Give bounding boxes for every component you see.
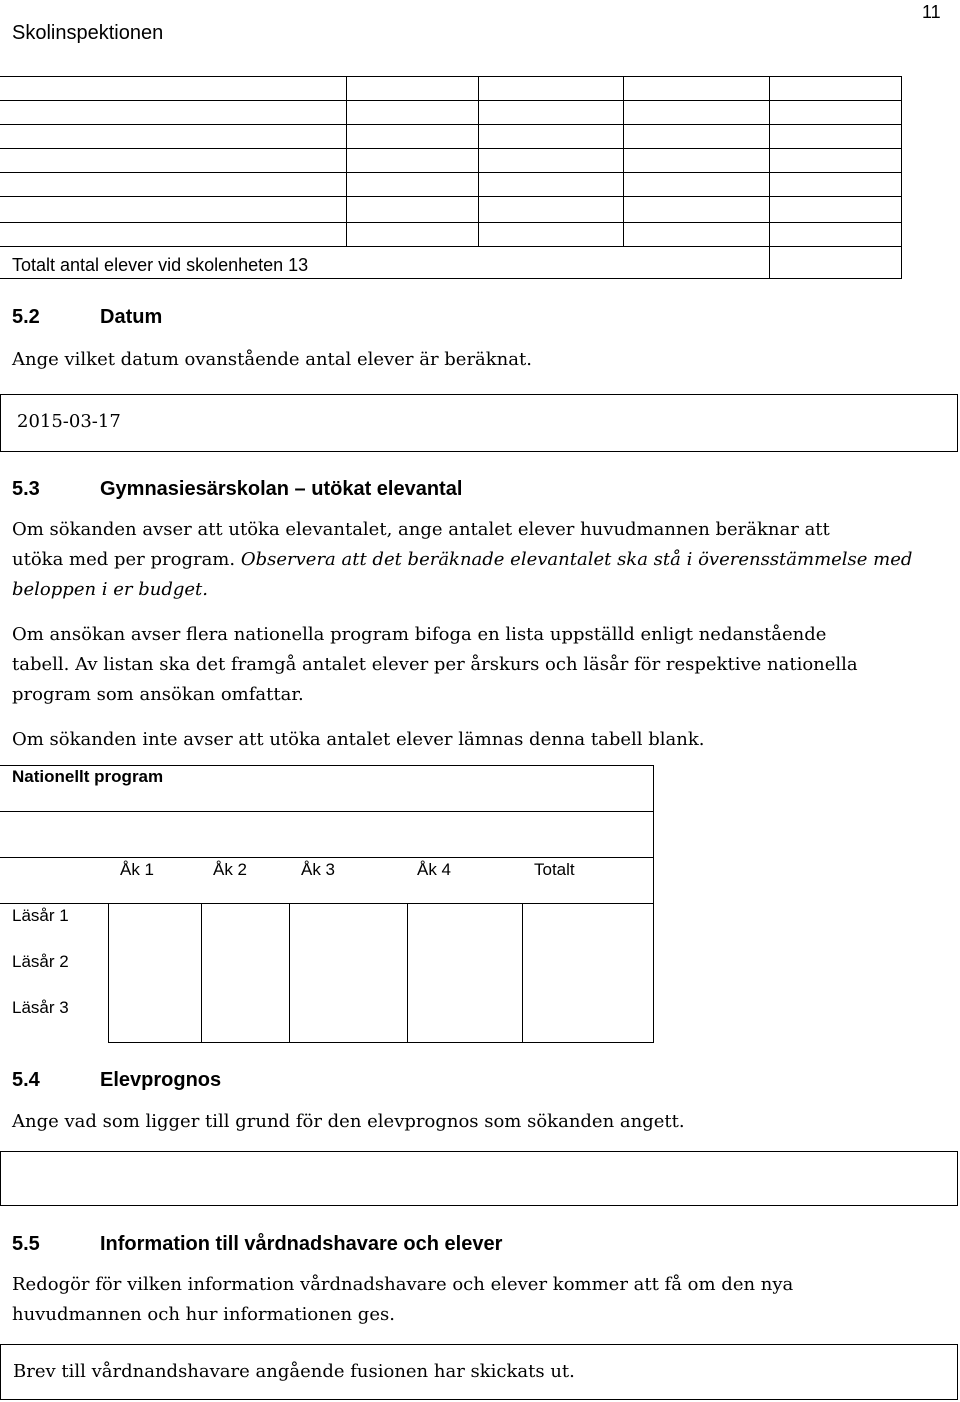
- paragraph-2-line-2: tabell. Av listan ska det framgå antalet elever per årskurs och läsår för respektive nationella: [12, 654, 858, 675]
- section-5-3-number: 5.3: [12, 478, 40, 500]
- column-header-totalt: Totalt: [534, 860, 575, 879]
- document-header-title: Skolinspektionen: [12, 22, 164, 44]
- section-5-5-number: 5.5: [12, 1233, 40, 1255]
- row-label-lasar-2: Läsår 2: [12, 952, 69, 971]
- section-5-5-description: [12, 1270, 952, 1330]
- section-5-2-title: Datum: [100, 306, 163, 328]
- date-field[interactable]: [0, 394, 958, 452]
- column-header-ak2: Åk 2: [213, 860, 248, 879]
- information-answer-text: Brev till vårdnandshavare angående fusionen har skickats ut.: [13, 1361, 575, 1382]
- section-5-4-title: Elevprognos: [100, 1069, 222, 1091]
- section-5-3-paragraph-2: [12, 620, 952, 710]
- elevprognos-answer-field[interactable]: [0, 1151, 958, 1206]
- paragraph-1-line-2-normal: utöka med per program.: [12, 549, 236, 570]
- section-5-4-description: Ange vad som ligger till grund för den elevprognos som sökanden angett.: [12, 1111, 685, 1132]
- date-value: 2015-03-17: [17, 411, 121, 432]
- paragraph-2-line-3: program som ansökan omfattar.: [12, 684, 304, 705]
- paragraph-2-line-1: Om ansökan avser flera nationella program bifoga en lista uppställd enligt nedanstående: [12, 624, 827, 645]
- section-5-2-number: 5.2: [12, 306, 40, 328]
- section-5-5-title: Information till vårdnadshavare och elever: [100, 1233, 503, 1255]
- section-5-3-title: Gymnasiesärskolan – utökat elevantal: [100, 478, 463, 500]
- description-line-1: Redogör för vilken information vårdnadshavare och elever kommer att få om den nya: [12, 1274, 794, 1295]
- program-label: Nationellt program: [12, 767, 164, 786]
- section-5-3-paragraph-1: [12, 515, 952, 605]
- column-header-ak1: Åk 1: [120, 860, 155, 879]
- section-5-2-description: Ange vilket datum ovanstående antal elever är beräknat.: [12, 349, 532, 370]
- row-label-lasar-1: Läsår 1: [12, 906, 69, 925]
- column-header-ak4: Åk 4: [417, 860, 452, 879]
- section-5-4-number: 5.4: [12, 1069, 40, 1091]
- paragraph-1-line-3: beloppen i er budget.: [12, 579, 209, 600]
- paragraph-1-line-2: [12, 545, 952, 575]
- paragraph-1-line-2-italic: Observera att det beräknade elevantalet ska stå i överensstämmelse med: [240, 549, 913, 570]
- description-line-2: huvudmannen och hur informationen ges.: [12, 1304, 395, 1325]
- section-5-3-paragraph-3: Om sökanden inte avser att utöka antalet elever lämnas denna tabell blank.: [12, 729, 705, 750]
- total-students-label: Totalt antal elever vid skolenheten 13: [12, 255, 309, 275]
- row-label-lasar-3: Läsår 3: [12, 998, 69, 1017]
- column-header-ak3: Åk 3: [301, 860, 336, 879]
- paragraph-1-line-1: Om sökanden avser att utöka elevantalet, ange antalet elever huvudmannen beräknar att: [12, 519, 830, 540]
- information-answer-field[interactable]: [0, 1344, 958, 1400]
- page-number: 11: [922, 2, 941, 22]
